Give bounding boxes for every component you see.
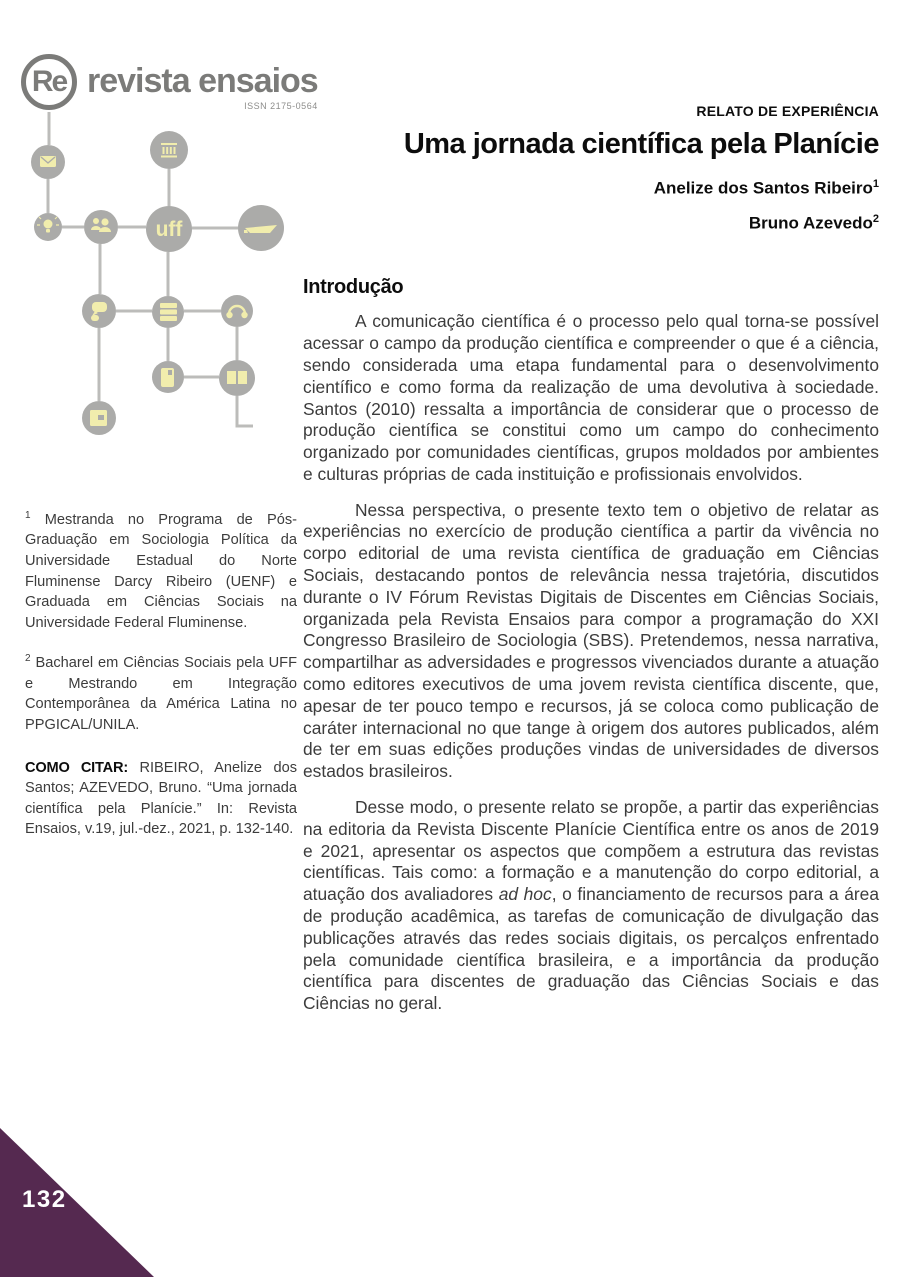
author-1 xyxy=(303,169,879,204)
logo-badge-icon: Re xyxy=(21,54,77,110)
uff-logo: uff xyxy=(155,218,183,241)
footnote-2 xyxy=(25,649,297,735)
id-card-icon xyxy=(90,410,107,426)
paragraph-3 xyxy=(303,797,879,1015)
page-number: 132 xyxy=(22,1186,67,1213)
author-list xyxy=(303,169,879,238)
paragraph-2: Nessa perspectiva, o presente texto tem o objetivo de relatar as experiências no exercício de produção científica a partir da vivência no corpo editorial de uma revista científica de graduação em Ciências Sociais, destacando pontos de relevância nessa trajetória, discutidos durante o IV Fórum Revistas Digitais de Discentes em Ciências Sociais, organizada pela Revista Ensaios para compor a programação do XXI Congresso Brasileiro de Sociologia (SBS). Pretendemos, nessa narrativa, compartilhar as adversidades e progressos vivenciados durante a atuação como editores executivos de uma jovem revista científica discente, que, apesar de ter pouco tempo e recursos, já se coloca como publicação de caráter internacional no que tange à origem dos autores publicados, além de ter em suas edições produções vindas de universidades de diversos estados brasileiros. xyxy=(303,499,879,782)
network-nodes xyxy=(31,131,284,435)
smartphone-icon xyxy=(161,368,174,387)
author-1-name: Anelize dos Santos Ribeiro xyxy=(653,178,873,198)
paragraph-1: A comunicação científica é o processo pelo qual torna-se possível acessar o campo da produção científica e compreender o que é a ciência, sendo considerada uma etapa fundamental para o desenvolvimento científico e como forma da realização de uma devolutiva à sociedade. Santos (2010) ressalta a importância de considerar que o processo de produção científica se constitui como um campo do conhecimento organizado por comunidades científicas, grupos moldados por ambientes e culturas próprias de cada instituição e profissionais envolvidos. xyxy=(303,311,879,484)
book-stack-icon xyxy=(160,303,177,321)
article-title: Uma jornada científica pela Planície xyxy=(403,128,879,160)
footnote-1-text: Mestranda no Programa de Pós-Graduação em Sociologia Política da Universidade Estadual do Norte Fluminense Darcy Ribeiro (UENF) e Graduada em Ciências Sociais na Universidade Federal Fluminense. xyxy=(25,511,297,631)
paragraph-3-latin-term: ad hoc xyxy=(498,884,552,905)
open-book-icon xyxy=(227,371,247,384)
footnote-1 xyxy=(25,506,297,633)
author-1-footnote-marker: 1 xyxy=(872,178,879,190)
footnote-2-text: Bacharel em Ciências Sociais pela UFF e Mestrando em Integração Contemporânea da América Latina no PPGICAL/UNILA. xyxy=(25,655,297,734)
footnote-1-marker: 1 xyxy=(25,510,31,521)
how-to-cite-text: RIBEIRO, Anelize dos Santos; AZEVEDO, Bruno. “Uma jornada científica pela Planície.” In: Revista Ensaios, v.19, jul.-dez., 2021, p. 132-140. xyxy=(25,759,297,838)
envelope-icon xyxy=(40,156,56,167)
how-to-cite-label: COMO CITAR: xyxy=(25,759,129,776)
main-column xyxy=(303,103,879,1015)
paragraph-3-text: Desse modo, o presente relato se propõe, a partir das experiências na editoria da Revista Discente Planície Científica entre os anos de 2019 e 2021, apresentar os aspectos que compõem a estrutura das revistas científicas. Tais como: a formação e a manutenção do corpo editorial, a atuação dos avaliadores xyxy=(303,797,879,905)
sidebar-footnotes xyxy=(25,506,297,840)
how-to-cite xyxy=(25,758,297,840)
paragraph-3-text-cont: , o financiamento de recursos para a área de produção acadêmica, as tarefas de comunicação de divulgação das publicações através das redes sociais digitais, os percalços enfrentado pela comunidade científica brasileira, e a importância da produção científica para discentes de graduação das Ciências Sociais e das Ciências no geral. xyxy=(303,884,880,1014)
footnote-2-marker: 2 xyxy=(25,653,31,665)
article-category: RELATO DE EXPERIÊNCIA xyxy=(696,103,879,119)
author-2 xyxy=(303,204,879,239)
network-graphic xyxy=(0,0,310,445)
author-2-footnote-marker: 2 xyxy=(872,212,879,225)
author-2-name: Bruno Azevedo xyxy=(748,213,873,233)
section-heading: Introdução xyxy=(303,276,404,299)
logo-issn: ISSN 2175-0564 xyxy=(244,101,318,111)
logo-title: revista ensaios xyxy=(87,62,318,100)
